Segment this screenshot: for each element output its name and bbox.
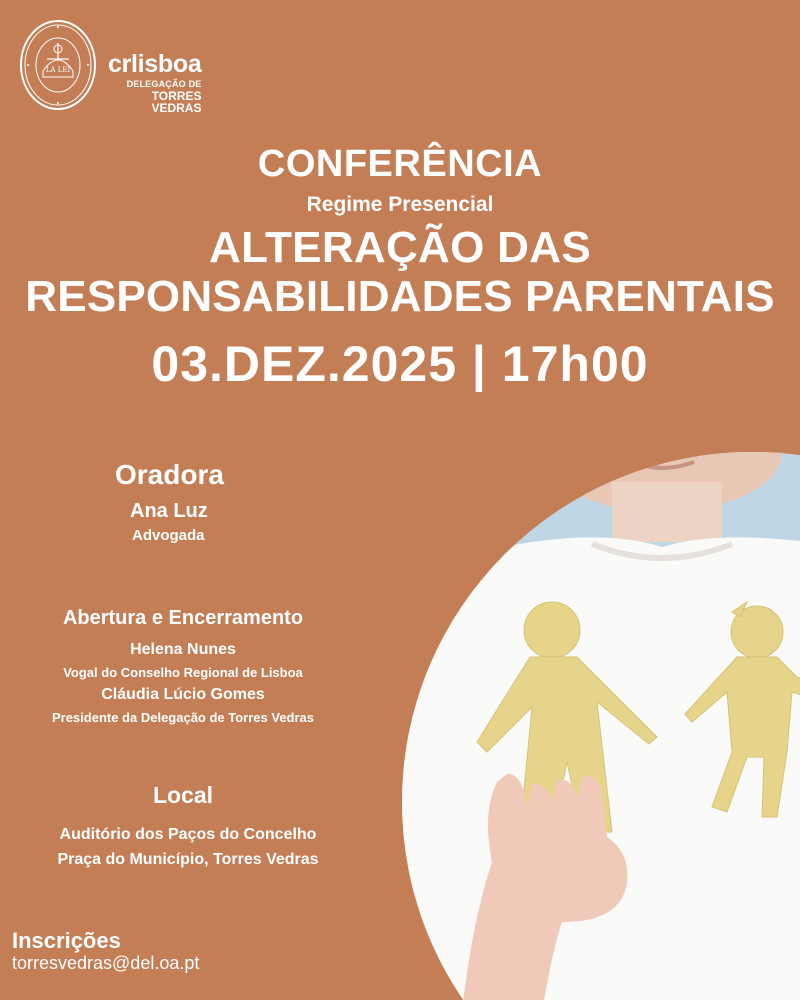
opening-person2-name: Cláudia Lúcio Gomes [101, 686, 265, 703]
photo-frame [402, 452, 800, 1000]
speaker-name: Ana Luz [130, 500, 208, 522]
registration-heading: Inscrições [12, 928, 121, 953]
speaker-heading: Oradora [115, 459, 224, 490]
event-datetime: 03.DEZ.2025 | 17h00 [151, 336, 649, 392]
location-heading: Local [152, 782, 214, 808]
brand-sub2: TORRES [151, 89, 202, 103]
brand-sub1: DELEGAÇÃO DE [126, 79, 202, 89]
event-title-line1: ALTERAÇÃO DAS [209, 223, 591, 272]
event-type: CONFERÊNCIA [257, 143, 543, 185]
event-mode: Regime Presencial [306, 193, 494, 216]
child-paper-family-photo [402, 452, 800, 1000]
oa-seal-logo [19, 19, 97, 111]
opening-person1-role: Vogal do Conselho Regional de Lisboa [63, 665, 303, 680]
brand-sub3: VEDRAS [151, 101, 202, 115]
opening-heading: Abertura e Encerramento [62, 607, 304, 629]
svg-text:LA LEI: LA LEI [45, 66, 71, 74]
brand-block [108, 52, 201, 114]
opening-person1-name: Helena Nunes [130, 641, 236, 658]
brand-name: crlisboa [108, 50, 202, 78]
location-line1: Auditório dos Paços do Concelho [59, 826, 317, 843]
speaker-role: Advogada [132, 527, 205, 544]
event-title-line2: RESPONSABILIDADES PARENTAIS [25, 272, 775, 321]
location-line2: Praça do Município, Torres Vedras [57, 851, 319, 868]
opening-person2-role: Presidente da Delegação de Torres Vedras [51, 710, 315, 725]
photo-illustration [402, 452, 800, 1000]
registration-email-link[interactable]: torresvedras@del.oa.pt [12, 953, 200, 973]
